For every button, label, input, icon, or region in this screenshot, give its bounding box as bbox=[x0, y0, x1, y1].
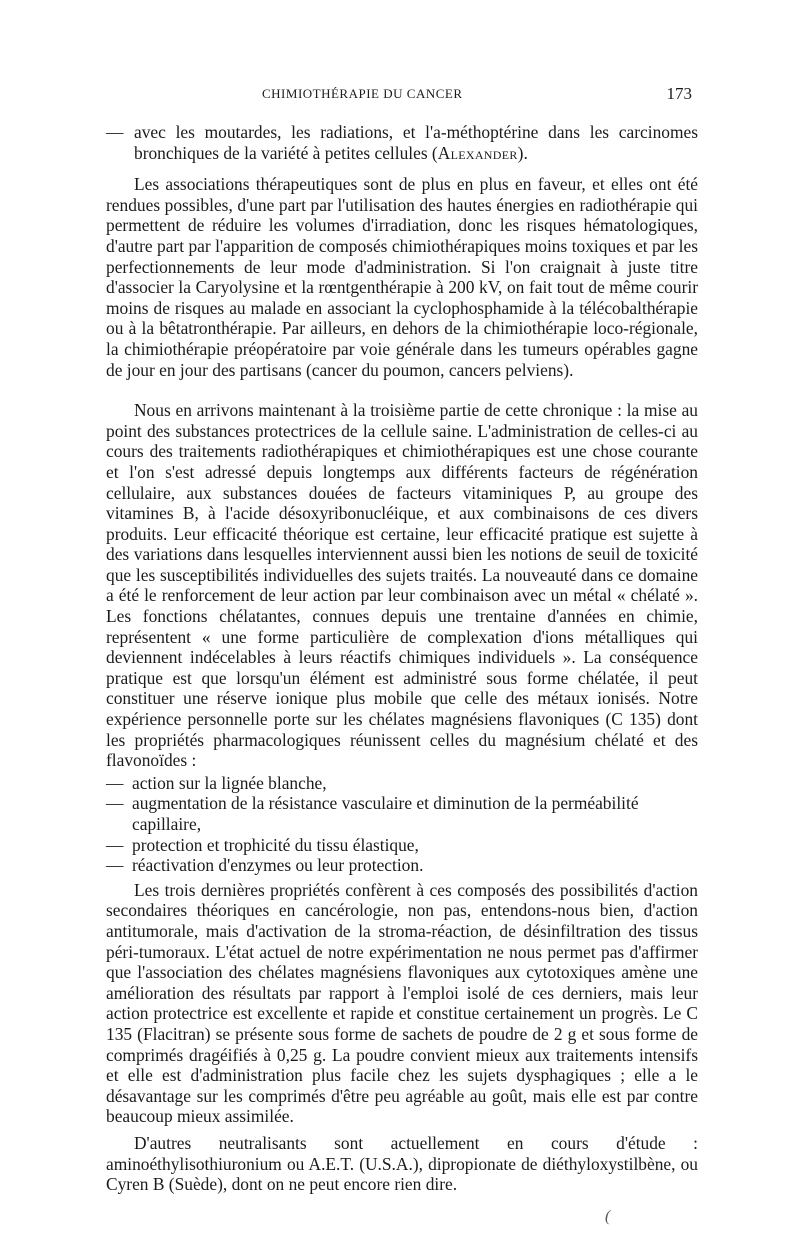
dash-marker: — bbox=[106, 834, 124, 855]
margin-mark: ( bbox=[605, 1208, 611, 1225]
list-item: — protection et trophicité du tissu élastique, bbox=[106, 834, 419, 855]
list-item: — action sur la lignée blanche, bbox=[106, 772, 327, 793]
dash-marker: — bbox=[106, 772, 124, 793]
list-item: — augmentation de la résistance vasculaire et diminution de la perméabilité capillaire, bbox=[106, 793, 639, 834]
intro-item-text: avec les moutardes, les radiations, et l'a-méthoptérine dans les carcinomes bronchiques de la variété à petites cellules (Alexander). bbox=[134, 122, 698, 163]
intro-list-item bbox=[106, 122, 698, 163]
dash-marker: — bbox=[106, 855, 124, 876]
dash-marker: — bbox=[106, 793, 124, 814]
dash-marker: — bbox=[106, 122, 124, 142]
page-number: 173 bbox=[666, 84, 692, 103]
paragraph-protective-substances: Nous en arrivons maintenant à la troisième partie de cette chronique : la mise au point des substances protectrices de la cellule saine. L'administration de celles-ci au cours des traitements radiothérapiques et chimiothérapiques est une chose courante et l'on s'est adressé depuis longtemps aux différents facteurs de régénération cellulaire, aux substances douées de facteurs vitaminiques P, au groupe des vitamines B, à l'acide désoxyribonucléique, et aux combinaisons de ces divers produits. Leur efficacité théorique est certaine, leur efficacité pratique est sujette à des variations dans lesquelles interviennent aussi bien les notions de seuil de toxicité que les susceptibilités individuelles des sujets traités. La nouveauté dans ce domaine a été le renforcement de leur action par leur combinaison avec un métal « chélaté ». Les fonctions chélatantes, connues depuis une trentaine d'années en chimie, représentent « une forme particulière de complexation d'ions métalliques qui deviennent indécelables à leurs réactifs chimiques individuels ». La conséquence pratique est que lorsqu'un élément est administré sous forme chélatée, il peut constituer une réserve ionique plus mobile que celle des métaux ionisés. Notre expérience personnelle porte sur les chélates magnésiens flavoniques (C 135) dont les propriétés pharmacologiques réunissent celles du magnésium chélaté et des flavonoïdes : bbox=[106, 400, 698, 771]
properties-list bbox=[106, 773, 698, 876]
body-text bbox=[106, 122, 698, 1195]
paragraph-other-neutralisers: D'autres neutralisants sont actuellement en cours d'étude : aminoéthylisothiuronium ou A.E.T. (U.S.A.), dipropionate de diéthyloxystilbène, ou Cyren B (Suède), dont on ne peut encore rien dire. bbox=[106, 1132, 698, 1195]
page-header bbox=[112, 86, 692, 108]
running-title: CHIMIOTHÉRAPIE DU CANCER bbox=[262, 86, 463, 101]
list-item: — réactivation d'enzymes ou leur protection. bbox=[106, 855, 424, 876]
paragraph-associations: Les associations thérapeutiques sont de plus en plus en faveur, et elles ont été rendues possibles, d'une part par l'utilisation des hautes énergies en radiothérapie qui permettent de réduire les volumes d'irradiation, donc les risques hématologiques, d'autre part par l'apparition de composés chimiothérapiques moins toxiques et par les perfectionnements de leur mode d'administration. Si l'on craignait à juste titre d'associer la Caryolysine et la rœntgenthérapie à 200 kV, on fait tout de même courir moins de risques au malade en associant la cyclophosphamide à la télécobalthérapie ou à la bêtatronthérapie. Par ailleurs, en dehors de la chimiothérapie loco-régionale, la chimiothérapie préopératoire par voie générale dans les tumeurs opérables gagne de jour en jour des partisans (cancer du poumon, cancers pelviens). bbox=[106, 174, 698, 380]
author-citation: Alexander bbox=[437, 142, 518, 163]
paragraph-secondary-properties: Les trois dernières propriétés confèrent à ces composés des possibilités d'action secondaires théoriques en cancérologie, non pas, entendons-nous bien, d'action antitumorale, mais d'activation de la stroma-réaction, de désinfiltration des tissus péri-tumoraux. L'état actuel de notre expérimentation ne nous permet pas d'affirmer que l'association des chélates magnésiens flavoniques aux cytotoxiques amène une amélioration des résultats par rapport à l'emploi isolé de ces derniers, mais leur action protectrice est excellente et rapide et constitue certainement un progrès. Le C 135 (Flacitran) se présente sous forme de sachets de poudre de 2 g et sous forme de comprimés dragéifiés à 0,25 g. La poudre convient mieux aux traitements intensifs et elle est d'administration plus facile chez les sujets dysphagiques ; elle a le désavantage sur les comprimés d'être peu agréable au goût, mais elle est par contre beaucoup mieux assimilée. bbox=[106, 879, 698, 1127]
